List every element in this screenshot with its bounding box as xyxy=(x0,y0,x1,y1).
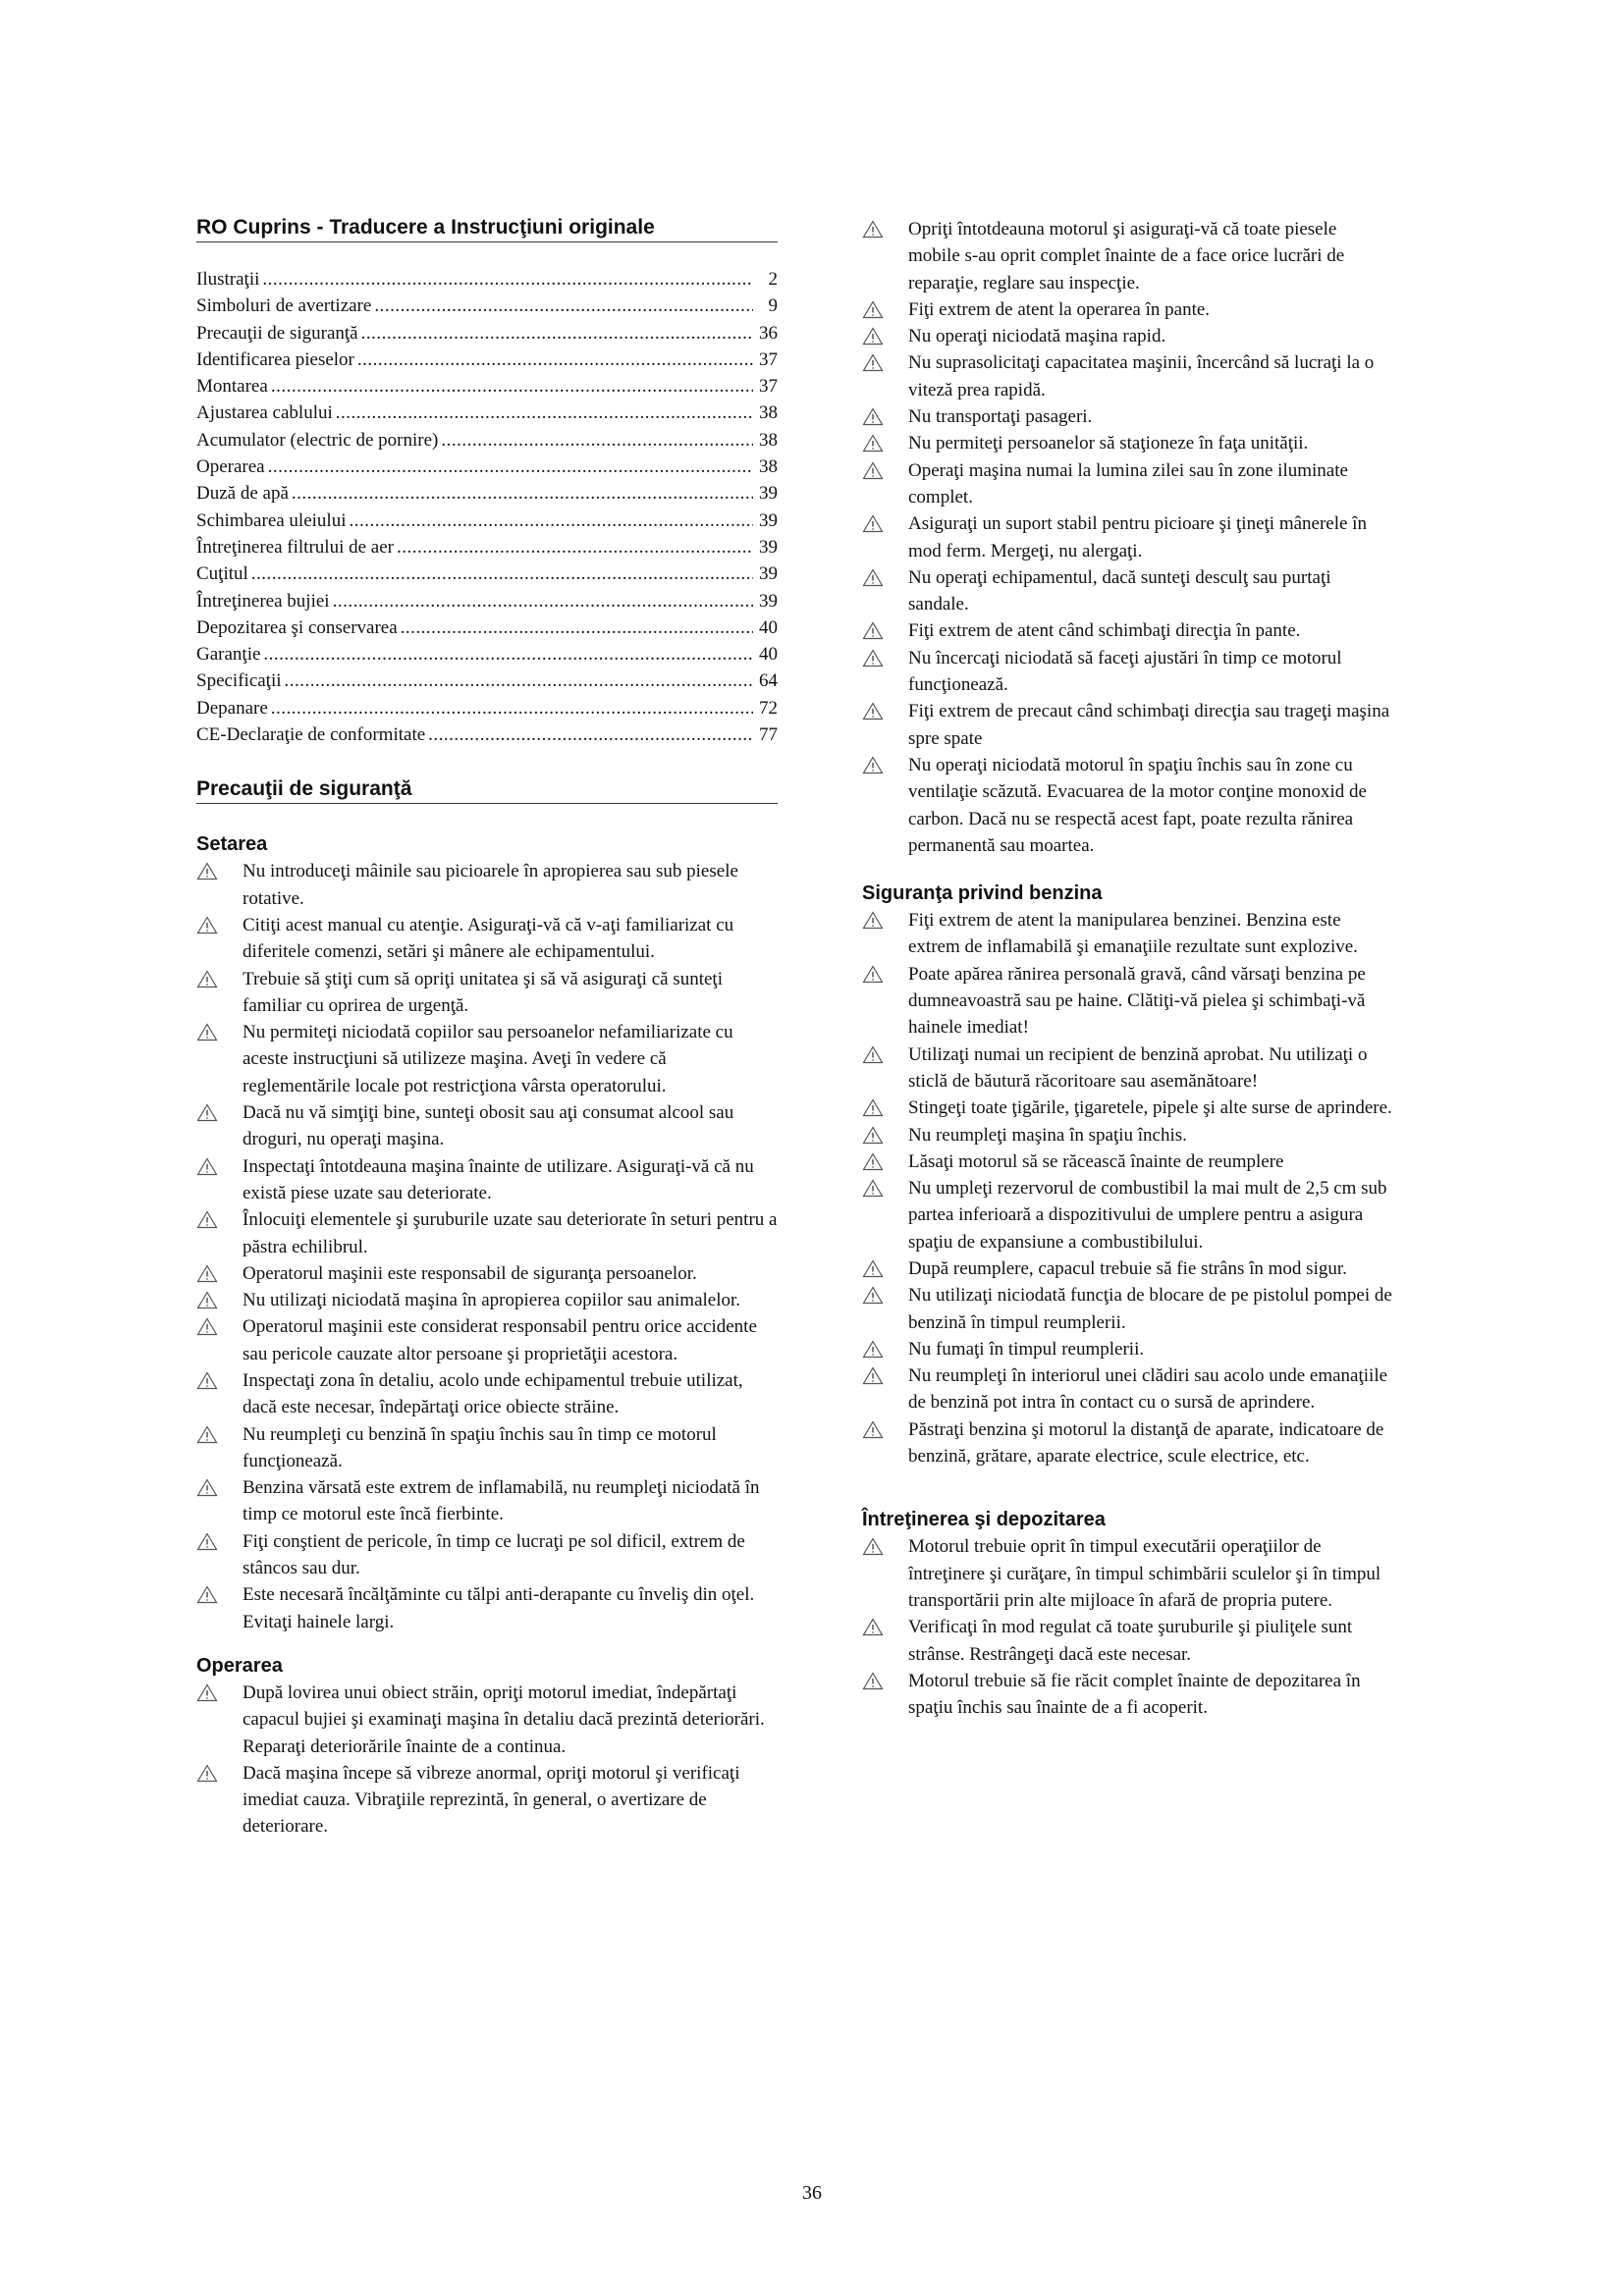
toc-entry-page: 36 xyxy=(759,322,778,344)
toc-entry xyxy=(196,266,778,293)
warning-item xyxy=(862,1255,1392,1282)
warning-item xyxy=(196,858,778,912)
warning-item xyxy=(862,617,1392,644)
warning-text: Nu suprasolicitaţi capacitatea maşinii, încercând să lucraţi la o viteză prea rapidă. xyxy=(908,352,1375,400)
toc-entry-page: 39 xyxy=(759,483,778,505)
warning-text: Operatorul maşinii este responsabil de siguranţa persoanelor. xyxy=(243,1262,697,1284)
warning-item xyxy=(862,1336,1392,1362)
warning-text: Lăsaţi motorul să se răcească înainte de reumplere xyxy=(908,1150,1284,1172)
warning-triangle-icon xyxy=(862,1537,884,1556)
warning-text: Nu transportaţi pasageri. xyxy=(908,406,1093,428)
warning-triangle-icon xyxy=(862,327,884,346)
warning-item xyxy=(862,564,1392,618)
warning-triangle-icon xyxy=(862,1098,884,1117)
operarea-list-part2 xyxy=(862,216,1392,859)
toc-leader-dots xyxy=(361,320,753,347)
toc-entry-label: Întreţinerea filtrului de aer xyxy=(196,536,394,558)
operarea-heading: Operarea xyxy=(196,1654,283,1677)
toc-entry-label: Duză de apă xyxy=(196,483,289,505)
warning-item xyxy=(862,1041,1392,1095)
setarea-list xyxy=(196,858,778,1635)
toc-entry-label: CE-Declaraţie de conformitate xyxy=(196,724,426,746)
warning-item xyxy=(862,961,1392,1041)
warning-item xyxy=(196,1099,778,1153)
warning-text: Nu utilizaţi niciodată funcţia de blocare de pe pistolul pompei de benzină în timpul reumplerii. xyxy=(908,1285,1392,1333)
toc-entry xyxy=(196,667,778,694)
warning-triangle-icon xyxy=(196,1023,218,1041)
warning-text: Dacă nu vă simţiţi bine, sunteţi obosit sau aţi consumat alcool sau droguri, nu operaţi maşina. xyxy=(243,1102,734,1150)
warning-text: Nu utilizaţi niciodată maşina în apropierea copiilor sau animalelor. xyxy=(243,1290,741,1311)
toc-entry xyxy=(196,454,778,480)
warning-item xyxy=(862,323,1392,349)
warning-triangle-icon xyxy=(862,1420,884,1439)
warning-text: Operatorul maşinii este considerat responsabil pentru orice accidente sau pericole cauzate altor persoane şi proprietăţii acestora. xyxy=(243,1316,757,1364)
toc-entry xyxy=(196,320,778,347)
warning-triangle-icon xyxy=(862,568,884,587)
warning-text: Păstraţi benzina şi motorul la distanţă de aparate, indicatoare de benzină, grătare, aparate electrice, scule electrice, etc. xyxy=(908,1418,1384,1468)
warning-text: Nu permiteţi niciodată copiilor sau persoanelor nefamiliarizate cu aceste instrucţiuni să utilizeze maşina. Aveţi în vedere că reglementările locale pot restricţiona vârsta operatorului. xyxy=(243,1022,733,1096)
warning-triangle-icon xyxy=(862,353,884,372)
warning-text: Poate apărea rănirea personală gravă, când vărsaţi benzina pe dumneavoastră sau pe haine. Clătiţi-vă pielea şi schimbaţi-vă hainele imediat! xyxy=(908,963,1366,1039)
warning-text: Operaţi maşina numai la lumina zilei sau în zone iluminate complet. xyxy=(908,459,1348,507)
toc-entry-label: Depozitarea şi conservarea xyxy=(196,616,398,638)
toc-leader-dots xyxy=(271,695,753,721)
warning-item xyxy=(862,349,1392,403)
warning-item xyxy=(862,1122,1392,1148)
warning-triangle-icon xyxy=(862,1366,884,1385)
toc-entry-page: 39 xyxy=(759,590,778,612)
toc-entry xyxy=(196,293,778,319)
warning-triangle-icon xyxy=(196,1532,218,1551)
warning-item xyxy=(862,1416,1392,1470)
intretinere-heading: Întreţinerea şi depozitarea xyxy=(862,1509,1106,1531)
toc-entry-page: 37 xyxy=(759,348,778,370)
toc-entry-label: Identificarea pieselor xyxy=(196,348,354,370)
warning-text: Stingeţi toate ţigările, ţigaretele, pipele şi alte surse de aprindere. xyxy=(908,1097,1392,1119)
warning-text: Inspectaţi întotdeauna maşina înainte de utilizare. Asiguraţi-vă că nu există piese uzate sau deteriorate. xyxy=(243,1155,754,1203)
toc-entry xyxy=(196,561,778,587)
safety-title: Precauţii de siguranţă xyxy=(196,777,412,801)
toc-entry-page: 38 xyxy=(759,402,778,424)
toc-leader-dots xyxy=(285,667,753,694)
toc-entry-page: 38 xyxy=(759,429,778,451)
toc-entry-label: Ajustarea cablului xyxy=(196,402,333,424)
toc-leader-dots xyxy=(251,561,753,587)
toc-entry xyxy=(196,614,778,641)
warning-triangle-icon xyxy=(862,1259,884,1278)
toc-leader-dots xyxy=(349,507,753,534)
warning-item xyxy=(196,1474,778,1528)
warning-item xyxy=(862,1148,1392,1175)
toc-entry-page: 9 xyxy=(768,295,778,317)
warning-item xyxy=(862,430,1392,456)
toc-entry xyxy=(196,347,778,373)
setarea-heading: Setarea xyxy=(196,833,268,856)
warning-item xyxy=(196,1760,778,1841)
warning-item xyxy=(196,1287,778,1313)
left-column xyxy=(196,216,778,1841)
toc-entry-label: Garanţie xyxy=(196,644,261,666)
warning-item xyxy=(862,698,1392,752)
warning-item xyxy=(862,403,1392,430)
warning-item xyxy=(196,1421,778,1475)
toc-leader-dots xyxy=(268,454,753,480)
toc-entry xyxy=(196,427,778,454)
toc-entry xyxy=(196,373,778,400)
toc-entry-label: Schimbarea uleiului xyxy=(196,509,347,531)
warning-text: Nu fumaţi în timpul reumplerii. xyxy=(908,1338,1145,1360)
warning-triangle-icon xyxy=(196,916,218,934)
warning-item xyxy=(196,912,778,966)
right-column xyxy=(862,216,1392,1721)
toc-entry-label: Precauţii de siguranţă xyxy=(196,322,358,344)
toc-leader-dots xyxy=(336,400,753,426)
toc-entry xyxy=(196,588,778,614)
toc-entry xyxy=(196,721,778,748)
warning-text: Utilizaţi numai un recipient de benzină aprobat. Nu utilizaţi o sticlă de băutură răcoritoare sau asemănătoare! xyxy=(908,1043,1368,1092)
warning-triangle-icon xyxy=(196,970,218,988)
warning-text: Fiţi extrem de atent la manipularea benzinei. Benzina este extrem de inflamabilă şi emanaţiile rezultate sunt explozive. xyxy=(908,910,1358,958)
warning-text: Verificaţi în mod regulat că toate şuruburile şi piuliţele sunt strânse. Restrângeţi dacă este necesar. xyxy=(908,1617,1353,1665)
warning-item xyxy=(196,1581,778,1635)
warning-text: Nu încercaţi niciodată să faceţi ajustări în timp ce motorul funcţionează. xyxy=(908,647,1342,696)
warning-triangle-icon xyxy=(196,1103,218,1122)
warning-triangle-icon xyxy=(196,1425,218,1444)
warning-text: Nu operaţi echipamentul, dacă sunteţi desculţ sau purtaţi sandale. xyxy=(908,566,1331,615)
warning-item xyxy=(862,1614,1392,1668)
warning-item xyxy=(196,1313,778,1367)
toc-entry xyxy=(196,695,778,721)
warning-triangle-icon xyxy=(196,1478,218,1497)
toc-entry-page: 40 xyxy=(759,644,778,666)
safety-header xyxy=(196,777,778,804)
toc-leader-dots xyxy=(333,588,753,614)
toc-entry xyxy=(196,641,778,667)
warning-text: Nu introduceţi mâinile sau picioarele în apropierea sau sub piesele rotative. xyxy=(243,861,738,909)
warning-item xyxy=(196,1153,778,1207)
warning-item xyxy=(862,907,1392,961)
warning-item xyxy=(862,1282,1392,1336)
toc-entry-label: Specificaţii xyxy=(196,670,282,692)
toc-entry-label: Întreţinerea bujiei xyxy=(196,590,330,612)
warning-item xyxy=(862,457,1392,511)
toc-entry-page: 37 xyxy=(759,376,778,398)
warning-text: Motorul trebuie oprit în timpul executării operaţiilor de întreţinere şi curăţare, în timpul schimbării sculelor şi în timpul transportării prin alte mijloace în afară de propria putere. xyxy=(908,1536,1381,1611)
warning-triangle-icon xyxy=(862,1045,884,1064)
warning-triangle-icon xyxy=(862,1179,884,1198)
table-of-contents xyxy=(196,266,778,748)
warning-triangle-icon xyxy=(196,1157,218,1176)
warning-text: Dacă maşina începe să vibreze anormal, opriţi motorul şi verificaţi imediat cauza. Vibraţiile reprezintă, în general, o avertizare de deteriorare. xyxy=(243,1762,740,1838)
warning-text: Inspectaţi zona în detaliu, acolo unde echipamentul trebuie utilizat, dacă este necesar, îndepărtaţi orice obiecte străine. xyxy=(243,1369,743,1418)
toc-leader-dots xyxy=(428,721,753,748)
warning-triangle-icon xyxy=(862,1286,884,1305)
warning-triangle-icon xyxy=(862,1152,884,1171)
warning-item xyxy=(862,1175,1392,1255)
warning-triangle-icon xyxy=(196,862,218,881)
toc-entry-label: Operarea xyxy=(196,456,265,478)
page-number: 36 xyxy=(802,2182,822,2204)
toc-leader-dots xyxy=(357,347,753,373)
toc-entry xyxy=(196,534,778,561)
warning-triangle-icon xyxy=(862,621,884,640)
warning-text: Înlocuiţi elementele şi şuruburile uzate sau deteriorate în seturi pentru a păstra echilibrul. xyxy=(243,1209,778,1257)
warning-triangle-icon xyxy=(862,965,884,984)
warning-text: Nu permiteţi persoanelor să staţioneze în faţa unităţii. xyxy=(908,433,1309,454)
warning-item xyxy=(862,752,1392,859)
warning-triangle-icon xyxy=(196,1683,218,1702)
warning-triangle-icon xyxy=(862,756,884,774)
toc-entry-page: 2 xyxy=(768,269,778,290)
warning-text: Benzina vărsată este extrem de inflamabilă, nu reumpleţi niciodată în timp ce motorul este încă fierbinte. xyxy=(243,1477,760,1525)
warning-item xyxy=(862,645,1392,699)
warning-text: Este necesară încălţăminte cu tălpi anti-derapante cu înveliş din oţel. Evitaţi hainele largi. xyxy=(243,1584,755,1632)
warning-triangle-icon xyxy=(862,220,884,239)
toc-header xyxy=(196,216,778,242)
warning-text: Citiţi acest manual cu atenţie. Asiguraţi-vă că v-aţi familiarizat cu diferitele comenzi, setări şi mânere ale echipamentului. xyxy=(243,914,734,963)
warning-triangle-icon xyxy=(862,514,884,533)
toc-entry-page: 40 xyxy=(759,616,778,638)
warning-triangle-icon xyxy=(196,1264,218,1283)
warning-item xyxy=(862,1533,1392,1614)
toc-entry xyxy=(196,400,778,426)
warning-text: Fiţi extrem de precaut când schimbaţi direcţia sau trageţi maşina spre spate xyxy=(908,701,1390,749)
toc-entry-page: 39 xyxy=(759,536,778,558)
benzina-heading: Siguranţa privind benzina xyxy=(862,882,1103,905)
warning-item xyxy=(196,966,778,1020)
warning-triangle-icon xyxy=(862,300,884,319)
warning-text: Nu reumpleţi cu benzină în spaţiu închis sau în timp ce motorul funcţionează. xyxy=(243,1423,717,1471)
toc-entry-label: Cuţitul xyxy=(196,563,248,585)
warning-triangle-icon xyxy=(196,1210,218,1229)
toc-entry-page: 64 xyxy=(759,670,778,692)
toc-leader-dots xyxy=(262,266,753,293)
warning-text: Fiţi conştient de pericole, în timp ce lucraţi pe sol dificil, extrem de stâncos sau dur. xyxy=(243,1530,745,1579)
warning-text: Nu reumpleţi în interiorul unei clădiri sau acolo unde emanaţiile de benzină pot intra în contact cu o sursă de aprindere. xyxy=(908,1365,1388,1414)
toc-entry-label: Montarea xyxy=(196,376,268,398)
toc-entry-label: Ilustraţii xyxy=(196,269,260,290)
warning-item xyxy=(862,216,1392,296)
operarea-list-part1 xyxy=(196,1680,778,1841)
toc-entry-label: Depanare xyxy=(196,697,268,719)
warning-triangle-icon xyxy=(196,1291,218,1309)
warning-triangle-icon xyxy=(196,1371,218,1390)
warning-triangle-icon xyxy=(862,1618,884,1636)
warning-triangle-icon xyxy=(862,1126,884,1145)
warning-item xyxy=(862,1668,1392,1722)
warning-triangle-icon xyxy=(862,649,884,667)
warning-triangle-icon xyxy=(196,1585,218,1604)
warning-item xyxy=(862,1095,1392,1121)
toc-leader-dots xyxy=(441,427,753,454)
warning-text: Fiţi extrem de atent când schimbaţi direcţia în pante. xyxy=(908,620,1301,642)
warning-item xyxy=(196,1680,778,1760)
toc-leader-dots xyxy=(401,614,753,641)
toc-entry xyxy=(196,507,778,534)
warning-item xyxy=(862,510,1392,564)
warning-triangle-icon xyxy=(862,1340,884,1359)
toc-entry-page: 39 xyxy=(759,509,778,531)
warning-triangle-icon xyxy=(196,1317,218,1336)
warning-triangle-icon xyxy=(862,434,884,453)
warning-triangle-icon xyxy=(862,1672,884,1690)
warning-triangle-icon xyxy=(862,407,884,426)
toc-entry xyxy=(196,480,778,507)
warning-item xyxy=(196,1260,778,1287)
warning-item xyxy=(196,1367,778,1421)
toc-entry-page: 72 xyxy=(759,697,778,719)
page-title: RO Cuprins - Traducere a Instrucţiuni originale xyxy=(196,216,655,239)
toc-leader-dots xyxy=(374,293,753,319)
warning-triangle-icon xyxy=(862,702,884,721)
toc-entry-page: 38 xyxy=(759,456,778,478)
warning-text: Nu operaţi niciodată motorul în spaţiu închis sau în zone cu ventilaţie scăzută. Evacuarea de la motor conţine monoxid de carbon. Dacă nu se respectă acest fapt, poate rezulta rănirea permanentă sau moartea. xyxy=(908,754,1367,856)
toc-leader-dots xyxy=(292,480,753,507)
warning-item xyxy=(196,1019,778,1099)
warning-text: Motorul trebuie să fie răcit complet înainte de depozitarea în spaţiu închis sau înainte de a fi acoperit. xyxy=(908,1670,1361,1719)
toc-entry-page: 39 xyxy=(759,563,778,585)
warning-text: După lovirea unui obiect străin, opriţi motorul imediat, îndepărtaţi capacul bujiei şi examinaţi maşina în detaliu dacă prezintă deteriorări. Reparaţi deteriorările înainte de a continua. xyxy=(243,1682,765,1757)
warning-item xyxy=(196,1528,778,1582)
benzina-list xyxy=(862,907,1392,1469)
warning-text: Asiguraţi un suport stabil pentru picioare şi ţineţi mânerele în mod ferm. Mergeţi, nu alergaţi. xyxy=(908,513,1367,561)
toc-leader-dots xyxy=(263,641,753,667)
warning-item xyxy=(196,1206,778,1260)
warning-triangle-icon xyxy=(862,461,884,480)
warning-text: Nu operaţi niciodată maşina rapid. xyxy=(908,326,1166,347)
warning-triangle-icon xyxy=(196,1764,218,1783)
warning-text: Nu reumpleţi maşina în spaţiu închis. xyxy=(908,1124,1187,1146)
toc-entry-page: 77 xyxy=(759,724,778,746)
warning-text: Trebuie să ştiţi cum să opriţi unitatea şi să vă asiguraţi că sunteţi familiar cu oprirea de urgenţă. xyxy=(243,968,723,1016)
warning-item xyxy=(862,1362,1392,1416)
warning-item xyxy=(862,296,1392,323)
warning-text: Opriţi întotdeauna motorul şi asiguraţi-vă că toate piesele mobile s-au oprit complet înainte de a face orice lucrări de reparaţie, reglare sau inspecţie. xyxy=(908,219,1345,294)
warning-triangle-icon xyxy=(862,911,884,930)
warning-text: După reumplere, capacul trebuie să fie strâns în mod sigur. xyxy=(908,1257,1347,1279)
toc-leader-dots xyxy=(271,373,753,400)
warning-text: Nu umpleţi rezervorul de combustibil la mai mult de 2,5 cm sub partea inferioară a dispozitivului de umplere pentru a asigura spaţiu de expansiune a combustibilului. xyxy=(908,1178,1387,1253)
toc-entry-label: Simboluri de avertizare xyxy=(196,295,372,317)
intretinere-list xyxy=(862,1533,1392,1721)
toc-entry-label: Acumulator (electric de pornire) xyxy=(196,429,439,451)
toc-leader-dots xyxy=(397,534,753,561)
warning-text: Fiţi extrem de atent la operarea în pante. xyxy=(908,298,1211,320)
